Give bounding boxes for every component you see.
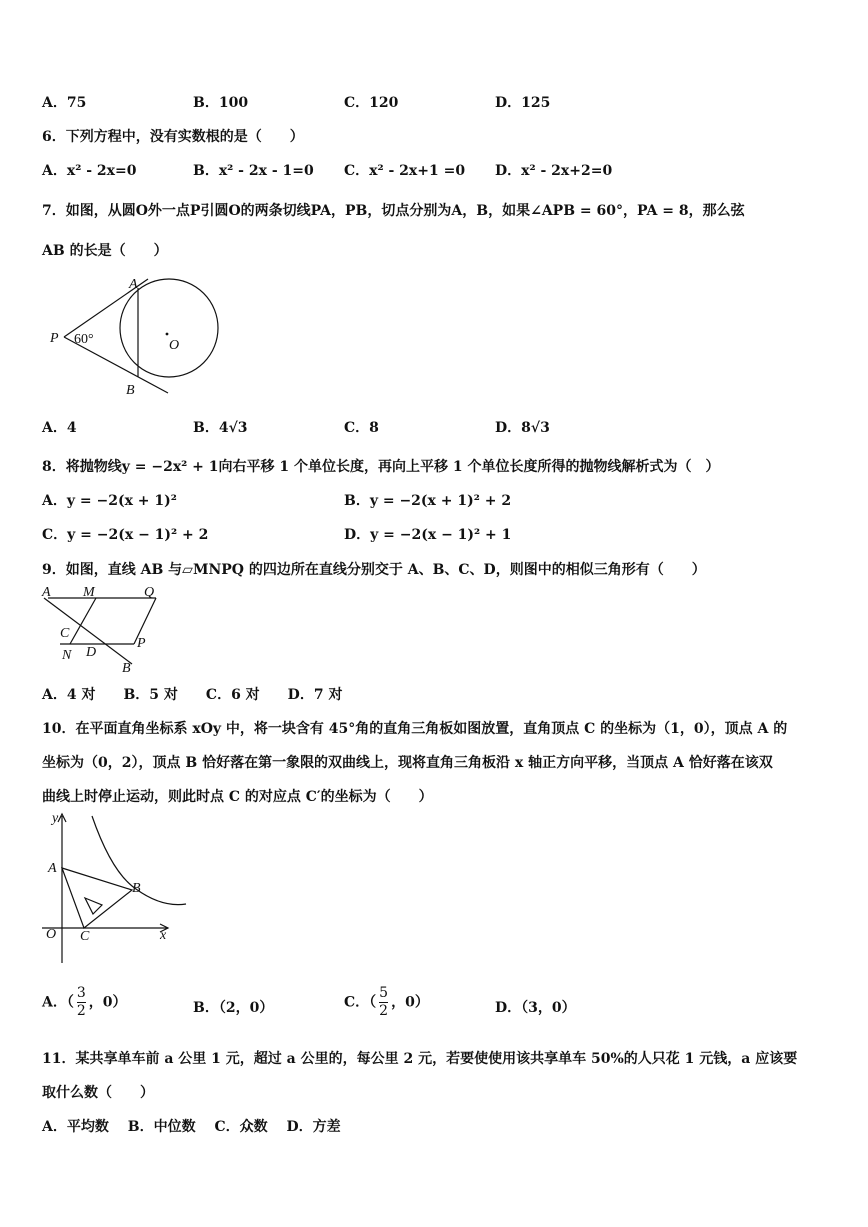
q11-stem-line2: 取什么数（ ） <box>42 1085 154 1101</box>
q10-label-y: y <box>52 811 59 826</box>
q7-label-angle: 60° <box>74 332 94 347</box>
q5-option-b: B．100 <box>193 95 249 111</box>
q9-figure <box>40 584 170 674</box>
q7-stem-line1: 7．如图，从圆O外一点P引圆O的两条切线PA，PB，切点分别为A，B，如果∠APB = 60°，PA = 8，那么弦 <box>42 203 745 219</box>
q7-option-a: A．4 <box>42 420 77 436</box>
q11-stem-line1: 11．某共享单车前 a 公里 1 元，超过 a 公里的，每公里 2 元，若要使使用该共享单车 50%的人只花 1 元钱，a 应该要 <box>42 1051 798 1067</box>
q9-label-c: C <box>60 626 70 641</box>
q7-option-b: B．4√3 <box>193 420 248 436</box>
q6-option-d: D．x² - 2x+2=0 <box>495 163 613 179</box>
q8-option-a: A．y = −2(x + 1)² <box>42 493 177 509</box>
q9-label-m: M <box>83 585 95 600</box>
q8-option-d: D．y = −2(x − 1)² + 1 <box>344 527 512 543</box>
q7-option-d: D．8√3 <box>495 420 550 436</box>
q10-label-o: O <box>46 927 57 942</box>
q7-label-o: O <box>169 338 180 353</box>
q5-option-c: C．120 <box>344 95 399 111</box>
q10-label-x: x <box>160 928 167 943</box>
q5-option-d: D．125 <box>495 95 551 111</box>
q6-option-b: B．x² - 2x - 1=0 <box>193 163 314 179</box>
q9-label-d: D <box>86 645 97 660</box>
q9-label-p: P <box>137 636 146 651</box>
q10-option-a: A．（ $\frac{3}{2}$ ，0） <box>42 985 127 1019</box>
q9-label-q: Q <box>144 585 155 600</box>
q7-option-c: C．8 <box>344 420 379 436</box>
q7-label-b: B <box>126 383 135 398</box>
q9-label-n: N <box>62 648 72 663</box>
q10-option-d: D．（3，0） <box>495 1000 576 1016</box>
q11-options: A．平均数 B．中位数 C．众数 D．方差 <box>42 1119 341 1135</box>
q7-label-a: A <box>129 277 138 292</box>
q8-option-c: C．y = −2(x − 1)² + 2 <box>42 527 209 543</box>
q10-label-a: A <box>48 861 57 876</box>
q6-option-c: C．x² - 2x+1 =0 <box>344 163 466 179</box>
q10-label-b: B <box>132 881 141 896</box>
q8-option-b: B．y = −2(x + 1)² + 2 <box>344 493 512 509</box>
q6-stem: 6．下列方程中，没有实数根的是（ ） <box>42 129 304 145</box>
q7-label-p: P <box>50 331 59 346</box>
q10-label-c: C <box>80 929 90 944</box>
q5-option-a: A．75 <box>42 95 87 111</box>
q10-option-b: B．（2，0） <box>193 1000 274 1016</box>
q10-stem-line1: 10．在平面直角坐标系 xOy 中，将一块含有 45°角的直角三角板如图放置，直角顶点 C 的坐标为（1，0），顶点 A 的 <box>42 721 788 737</box>
q6-option-a: A．x² - 2x=0 <box>42 163 137 179</box>
q9-stem: 9．如图，直线 AB 与▱MNPQ 的四边所在直线分别交于 A、B、C、D，则图中的相似三角形有（ ） <box>42 562 706 578</box>
q7-stem-line2: AB 的长是（ ） <box>42 243 168 259</box>
q9-label-a: A <box>42 585 51 600</box>
q10-figure <box>40 808 200 968</box>
q9-label-b: B <box>122 661 131 676</box>
q9-options: A．4 对 B．5 对 C．6 对 D．7 对 <box>42 687 343 703</box>
q10-stem-line3: 曲线上时停止运动，则此时点 C 的对应点 C′的坐标为（ ） <box>42 789 433 805</box>
q8-stem: 8．将抛物线y = −2x² + 1向右平移 1 个单位长度，再向上平移 1 个单位长度所得的抛物线解析式为（ ） <box>42 459 720 475</box>
q10-stem-line2: 坐标为（0，2），顶点 B 恰好落在第一象限的双曲线上，现将直角三角板沿 x 轴正方向平移，当顶点 A 恰好落在该双 <box>42 755 773 771</box>
q10-option-c: C．（ $\frac{5}{2}$ ，0） <box>344 985 429 1019</box>
q7-figure <box>42 275 222 400</box>
